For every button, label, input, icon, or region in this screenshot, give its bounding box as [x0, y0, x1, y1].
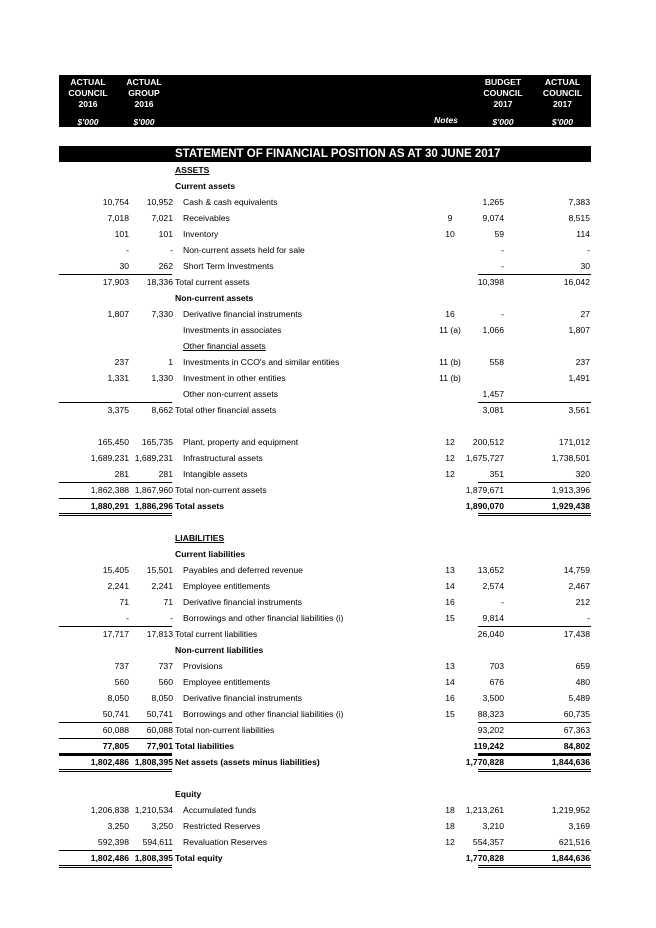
cell-actual-council-2017: 3,561	[568, 405, 590, 415]
rule-line	[59, 482, 172, 483]
cell-actual-council-2017: 320	[575, 469, 590, 479]
cell-actual-group-2016: 8,662	[151, 405, 173, 415]
cell-budget-council-2017: 1,457	[482, 389, 504, 399]
cell-note-ref: 12	[445, 437, 455, 447]
cell-note-ref: 18	[445, 805, 455, 815]
cell-actual-council-2016: 165,450	[97, 437, 129, 447]
table-row	[0, 482, 656, 498]
cell-actual-council-2016: 17,903	[102, 277, 129, 287]
cell-note-ref: 14	[445, 677, 455, 687]
header-line: ACTUAL	[544, 77, 581, 87]
cell-actual-group-2016: 1,689,231	[134, 453, 173, 463]
cell-actual-council-2017: 14,759	[563, 565, 590, 575]
cell-note-ref: 11 (a)	[439, 325, 461, 335]
cell-note-ref: 16	[445, 693, 455, 703]
cell-actual-council-2016: 8,050	[107, 693, 129, 703]
cell-actual-council-2016: 1,802,486	[90, 757, 129, 767]
table-row	[0, 354, 656, 370]
rule-line	[59, 850, 172, 851]
cell-actual-council-2017: 237	[575, 357, 590, 367]
cell-budget-council-2017: 26,040	[477, 629, 504, 639]
cell-actual-council-2017: 2,467	[568, 581, 590, 591]
table-row	[0, 722, 656, 738]
cell-actual-group-2016: -	[170, 245, 173, 255]
cell-actual-council-2016: -	[126, 245, 129, 255]
cell-actual-council-2016: 7,018	[107, 213, 129, 223]
row-label: Employee entitlements	[183, 581, 270, 591]
statement-title-bar	[59, 146, 591, 162]
row-label: Investments in associates	[183, 325, 282, 335]
cell-budget-council-2017: 3,210	[482, 821, 504, 831]
cell-budget-council-2017: 200,512	[472, 437, 504, 447]
row-label: Total current assets	[175, 277, 250, 287]
cell-actual-council-2017: 1,913,396	[551, 485, 590, 495]
cell-actual-council-2016: 1,206,838	[90, 805, 129, 815]
cell-actual-council-2017: 5,489	[568, 693, 590, 703]
table-row	[0, 498, 656, 514]
row-label: Derivative financial instruments	[183, 597, 302, 607]
row-label: Restricted Reserves	[183, 821, 261, 831]
table-row	[0, 450, 656, 466]
table-row	[0, 530, 656, 546]
cell-actual-council-2017: 1,219,952	[551, 805, 590, 815]
cell-actual-group-2016: 15,501	[146, 565, 173, 575]
double-rule-line	[478, 865, 591, 868]
row-label: Short Term Investments	[183, 261, 274, 271]
table-row	[0, 402, 656, 418]
cell-note-ref: 9	[447, 213, 453, 223]
table-row	[0, 642, 656, 658]
row-label: Infrastructural assets	[183, 453, 263, 463]
row-label: Non-current assets held for sale	[183, 245, 305, 255]
table-row	[0, 770, 656, 786]
cell-actual-council-2016: 3,375	[107, 405, 129, 415]
cell-note-ref: 13	[445, 565, 455, 575]
table-row	[0, 386, 656, 402]
cell-actual-group-2016: -	[170, 613, 173, 623]
row-label: Total non-current liabilities	[175, 725, 275, 735]
row-label: Derivative financial instruments	[183, 309, 302, 319]
cell-actual-group-2016: 77,901	[146, 741, 173, 751]
header-line: ACTUAL	[126, 77, 162, 87]
row-label: Accumulated funds	[183, 805, 257, 815]
header-line: COUNCIL	[68, 88, 108, 98]
cell-actual-council-2017: 60,735	[563, 709, 590, 719]
row-label: Derivative financial instruments	[183, 693, 302, 703]
cell-actual-council-2016: 560	[114, 677, 129, 687]
cell-actual-council-2017: 17,438	[563, 629, 590, 639]
header-line: 2017	[493, 99, 513, 109]
cell-budget-council-2017: 554,357	[472, 837, 504, 847]
cell-actual-group-2016: 7,330	[151, 309, 173, 319]
units-label: $'000	[492, 117, 514, 127]
cell-actual-council-2017: 7,383	[568, 197, 590, 207]
units-label: $'000	[77, 117, 99, 127]
table-row	[0, 434, 656, 450]
table-row	[0, 658, 656, 674]
table-row	[0, 258, 656, 274]
cell-actual-group-2016: 560	[158, 677, 173, 687]
rule-line	[59, 738, 172, 739]
row-label: Inventory	[183, 229, 219, 239]
cell-actual-group-2016: 1,886,296	[134, 501, 173, 511]
cell-budget-council-2017: 1,770,828	[465, 757, 504, 767]
cell-actual-group-2016: 1,808,395	[134, 853, 173, 863]
row-label: ASSETS	[175, 165, 210, 175]
cell-actual-group-2016: 17,813	[146, 629, 173, 639]
cell-actual-council-2017: 1,844,636	[551, 853, 590, 863]
table-row	[0, 850, 656, 866]
table-row	[0, 738, 656, 754]
rule-line	[478, 482, 591, 483]
cell-budget-council-2017: 1,265	[482, 197, 504, 207]
cell-actual-group-2016: 281	[158, 469, 173, 479]
table-row	[0, 754, 656, 770]
cell-actual-council-2017: 16,042	[563, 277, 590, 287]
cell-actual-council-2017: 171,012	[558, 437, 590, 447]
cell-actual-group-2016: 10,952	[146, 197, 173, 207]
cell-actual-council-2016: 1,331	[107, 373, 129, 383]
cell-actual-group-2016: 594,611	[142, 837, 173, 847]
cell-note-ref: 10	[445, 229, 455, 239]
table-row	[0, 674, 656, 690]
cell-actual-council-2017: 30	[580, 261, 590, 271]
cell-budget-council-2017: 93,202	[477, 725, 504, 735]
cell-budget-council-2017: 558	[489, 357, 504, 367]
cell-actual-council-2017: 621,516	[558, 837, 590, 847]
header-line: COUNCIL	[483, 88, 523, 98]
table-row	[0, 194, 656, 210]
rule-line	[59, 722, 172, 723]
cell-actual-council-2016: 1,802,486	[90, 853, 129, 863]
table-row	[0, 242, 656, 258]
table-row	[0, 690, 656, 706]
table-row	[0, 786, 656, 802]
cell-note-ref: 11 (b)	[439, 357, 461, 367]
table-row	[0, 370, 656, 386]
cell-actual-council-2016: 1,880,291	[90, 501, 129, 511]
cell-actual-group-2016: 737	[158, 661, 173, 671]
cell-actual-council-2017: 212	[575, 597, 590, 607]
cell-budget-council-2017: 3,081	[482, 405, 504, 415]
row-label: Other non-current assets	[183, 389, 279, 399]
table-row	[0, 210, 656, 226]
row-label: Investments in CCO's and similar entities	[183, 357, 340, 367]
cell-budget-council-2017: 119,242	[473, 741, 504, 751]
double-rule-line	[59, 865, 172, 868]
table-row	[0, 562, 656, 578]
cell-actual-group-2016: 1,210,534	[134, 805, 173, 815]
cell-actual-council-2016: 737	[114, 661, 129, 671]
cell-budget-council-2017: 88,323	[477, 709, 504, 719]
cell-budget-council-2017: 3,500	[482, 693, 504, 703]
cell-actual-group-2016: 101	[158, 229, 173, 239]
cell-actual-council-2016: 17,717	[102, 629, 129, 639]
cell-actual-council-2016: 281	[114, 469, 129, 479]
row-label: Other financial assets	[183, 341, 266, 351]
table-row	[0, 802, 656, 818]
row-label: Total non-current assets	[175, 485, 267, 495]
row-label: Non-current assets	[175, 293, 254, 303]
cell-actual-group-2016: 2,241	[151, 581, 173, 591]
row-label: Total assets	[175, 501, 225, 511]
cell-budget-council-2017: 1,890,070	[465, 501, 504, 511]
cell-note-ref: 16	[445, 309, 455, 319]
row-label: Borrowings and other financial liabilities (i)	[183, 613, 344, 623]
table-row	[0, 322, 656, 338]
notes-header: Notes	[434, 115, 458, 125]
row-label: Receivables	[183, 213, 230, 223]
cell-actual-group-2016: 1,867,960	[134, 485, 173, 495]
cell-budget-council-2017: -	[501, 261, 504, 271]
cell-actual-council-2016: 10,754	[102, 197, 129, 207]
statement-title: STATEMENT OF FINANCIAL POSITION AS AT 30 JUNE 2017	[175, 148, 501, 160]
table-row	[0, 594, 656, 610]
rule-line	[478, 738, 591, 739]
cell-actual-council-2016: 60,088	[102, 725, 129, 735]
cell-actual-council-2016: -	[126, 613, 129, 623]
cell-budget-council-2017: 1,770,828	[465, 853, 504, 863]
rule-line	[59, 626, 172, 627]
cell-budget-council-2017: 59	[494, 229, 504, 239]
cell-actual-council-2017: 3,169	[568, 821, 590, 831]
col-actual-group-2016-header	[117, 77, 171, 127]
rule-line	[478, 754, 591, 755]
cell-actual-group-2016: 71	[163, 597, 173, 607]
header-line: 2017	[552, 99, 573, 109]
cell-actual-council-2016: 592,398	[97, 837, 129, 847]
cell-actual-council-2016: 2,241	[107, 581, 129, 591]
row-label: Non-current liabilities	[175, 645, 264, 655]
table-row	[0, 706, 656, 722]
table-row	[0, 226, 656, 242]
cell-actual-council-2016: 77,805	[102, 741, 129, 751]
cell-budget-council-2017: 1,879,671	[465, 485, 504, 495]
header-line: 2016	[78, 99, 98, 109]
rule-line	[59, 498, 172, 499]
cell-note-ref: 11 (b)	[439, 373, 461, 383]
col-actual-council-2016-header	[59, 77, 117, 127]
cell-budget-council-2017: 13,652	[477, 565, 504, 575]
cell-actual-group-2016: 8,050	[151, 693, 173, 703]
cell-budget-council-2017: 676	[489, 677, 504, 687]
table-row	[0, 274, 656, 290]
cell-actual-council-2017: 480	[575, 677, 590, 687]
row-label: Equity	[175, 789, 202, 799]
row-label: LIABILITIES	[175, 533, 225, 543]
header-line: ACTUAL	[70, 77, 106, 87]
cell-note-ref: 12	[445, 453, 455, 463]
rule-line	[59, 754, 172, 755]
row-label: Total equity	[175, 853, 223, 863]
cell-actual-group-2016: 3,250	[151, 821, 173, 831]
cell-actual-council-2016: 71	[119, 597, 129, 607]
row-label: Payables and deferred revenue	[183, 565, 303, 575]
cell-actual-group-2016: 1,330	[151, 373, 173, 383]
cell-note-ref: 13	[445, 661, 455, 671]
cell-note-ref: 12	[445, 837, 455, 847]
row-label: Current liabilities	[175, 549, 246, 559]
units-label: $'000	[551, 117, 574, 127]
cell-actual-council-2017: 1,844,636	[551, 757, 590, 767]
cell-actual-council-2017: 1,738,501	[551, 453, 590, 463]
row-label: Investment in other entities	[183, 373, 286, 383]
header-line: BUDGET	[484, 77, 522, 87]
cell-budget-council-2017: 9,814	[482, 613, 504, 623]
cell-budget-council-2017: 9,074	[482, 213, 504, 223]
rule-line	[478, 402, 591, 403]
rule-line	[478, 274, 591, 275]
cell-actual-council-2016: 15,405	[102, 565, 129, 575]
cell-actual-council-2017: 114	[576, 229, 590, 239]
table-row	[0, 818, 656, 834]
header-line: COUNCIL	[542, 88, 583, 98]
cell-actual-council-2016: 30	[119, 261, 129, 271]
cell-note-ref: 15	[445, 613, 455, 623]
cell-actual-council-2017: 67,363	[563, 725, 590, 735]
cell-actual-council-2017: 8,515	[568, 213, 590, 223]
cell-actual-group-2016: 60,088	[146, 725, 173, 735]
cell-note-ref: 12	[445, 469, 455, 479]
cell-actual-council-2017: -	[587, 613, 590, 623]
row-label: Total current liabilities	[175, 629, 258, 639]
cell-actual-group-2016: 165,735	[141, 437, 173, 447]
row-label: Provisions	[183, 661, 223, 671]
cell-budget-council-2017: -	[501, 309, 504, 319]
cell-actual-council-2017: 659	[575, 661, 590, 671]
rule-line	[478, 722, 591, 723]
cell-actual-council-2016: 50,741	[102, 709, 129, 719]
cell-budget-council-2017: 1,213,261	[465, 805, 504, 815]
cell-actual-council-2016: 1,862,388	[90, 485, 129, 495]
table-row	[0, 418, 656, 434]
cell-actual-council-2017: -	[587, 245, 590, 255]
cell-actual-council-2017: 84,802	[563, 741, 590, 751]
cell-actual-group-2016: 1	[168, 357, 173, 367]
rule-line	[59, 274, 172, 275]
units-label: $'000	[133, 117, 155, 127]
table-row	[0, 578, 656, 594]
cell-actual-group-2016: 7,021	[151, 213, 173, 223]
cell-budget-council-2017: 1,675,727	[465, 453, 504, 463]
cell-actual-group-2016: 18,336	[146, 277, 173, 287]
cell-note-ref: 18	[445, 821, 455, 831]
cell-budget-council-2017: 2,574	[482, 581, 504, 591]
row-label: Total liabilities	[175, 741, 235, 751]
cell-actual-council-2016: 101	[114, 229, 129, 239]
cell-actual-group-2016: 1,808,395	[134, 757, 173, 767]
col-actual-council-2017-header	[534, 77, 591, 127]
cell-budget-council-2017: 703	[489, 661, 504, 671]
row-label: Current assets	[175, 181, 236, 191]
header-line: 2016	[134, 99, 154, 109]
table-row	[0, 178, 656, 194]
row-label: Revaluation Reserves	[183, 837, 268, 847]
cell-actual-council-2017: 1,807	[568, 325, 590, 335]
table-row	[0, 546, 656, 562]
cell-note-ref: 16	[445, 597, 455, 607]
rule-line	[478, 850, 591, 851]
row-label: Net assets (assets minus liabilities)	[175, 757, 320, 767]
row-label: Intangible assets	[183, 469, 248, 479]
cell-actual-group-2016: 262	[158, 261, 173, 271]
cell-budget-council-2017: -	[501, 245, 504, 255]
table-row	[0, 514, 656, 530]
row-label: Borrowings and other financial liabilities (i)	[183, 709, 344, 719]
table-row	[0, 610, 656, 626]
cell-actual-council-2017: 27	[580, 309, 590, 319]
table-row	[0, 626, 656, 642]
row-label: Plant, property and equipment	[183, 437, 299, 447]
cell-actual-council-2017: 1,491	[568, 373, 590, 383]
cell-actual-council-2016: 237	[114, 357, 129, 367]
rule-line	[478, 498, 591, 499]
column-header-bar	[59, 75, 591, 127]
table-row	[0, 290, 656, 306]
rule-line	[478, 626, 591, 627]
table-row	[0, 834, 656, 850]
cell-budget-council-2017: 1,066	[482, 325, 504, 335]
row-label: Total other financial assets	[175, 405, 277, 415]
cell-note-ref: 15	[445, 709, 455, 719]
cell-actual-group-2016: 50,741	[146, 709, 173, 719]
row-label: Employee entitlements	[183, 677, 270, 687]
cell-actual-council-2016: 1,807	[107, 309, 129, 319]
table-row	[0, 338, 656, 354]
cell-budget-council-2017: -	[501, 597, 504, 607]
rule-line	[59, 402, 172, 403]
cell-budget-council-2017: 351	[489, 469, 504, 479]
header-line: GROUP	[128, 88, 160, 98]
row-label: Cash & cash equivalents	[183, 197, 278, 207]
table-row	[0, 466, 656, 482]
cell-actual-council-2016: 3,250	[107, 821, 129, 831]
table-row	[0, 306, 656, 322]
cell-budget-council-2017: 10,398	[477, 277, 504, 287]
table-row	[0, 162, 656, 178]
cell-note-ref: 14	[445, 581, 455, 591]
cell-actual-council-2016: 1,689,231	[90, 453, 129, 463]
col-budget-council-2017-header	[472, 77, 534, 127]
cell-actual-council-2017: 1,929,438	[551, 501, 590, 511]
